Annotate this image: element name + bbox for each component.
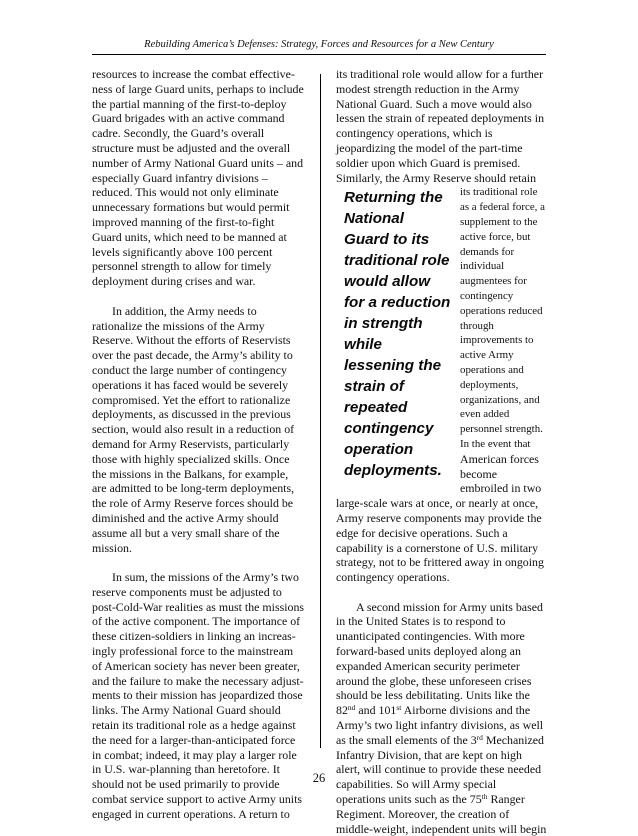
left-paragraph-3: In sum, the missions of the Army’s two reserve components must be adjusted to post-Cold-War realities as must the missions of the active component. The importance of these citizen-soldiers in linking an increas-ingly professional force to the mainstream of American society has never been greater, and the failure to make the necessary adjust-ments to their mission has jeopardized those links. The Army National Guard should retain its traditional role as a hedge against the need for a larger-than-anticipated force in combat; indeed, it may play a larger role in U.S. war-planning than heretofore. It should not be used primarily to provide combat service support to active Army units engaged in current operations. A return to <box>92 570 305 821</box>
superscript-st: st <box>396 703 402 713</box>
right-column <box>336 67 547 836</box>
right-paragraph-1-wrapped: its traditional role as a federal force, a supplement to the active force, but demands for individual augmentees for contingency operations reduced through improvements to active Army operations and deployments, organizations, and even added personnel strength. In the event that <box>460 186 545 450</box>
pull-quote-block <box>336 185 547 480</box>
pull-quote: Returning the National Guard to its traditional role would allow for a reduction in strength while lessening the strain of repeated contingency operation deployments. <box>344 189 451 480</box>
p2-text-b: and 101 <box>355 703 397 718</box>
right-paragraph-1-bottom: American forces become embroiled in two large-scale wars at once, or nearly at once, Army reserve components may provide the edge for decisive operations. Such a capability is a cornerstone of U.S. military strategy, not to be frittered away in ongoing contingency operations. <box>336 451 544 585</box>
p2-text-c: Airborne divisions and the Army’s two light infantry divisions, as well as the small elements of the 3 <box>336 703 544 747</box>
left-paragraph-1: resources to increase the combat effective-ness of large Guard units, perhaps to include the partial manning of the first-to-deploy Guard brigades with an active command cadre. Secondly, the Guard’s overall structure must be adjusted and the overall number of Army National Guard units – and especially Guard infantry divisions – reduced. This would not only eliminate unnecessary formations but would permit improved manning of the first-to-fight Guard units, which need to be manned at levels significantly above 100 percent personnel strength to allow for timely deployment during crises and war. <box>92 67 304 289</box>
p2-text-e: Ranger Regiment. Moreover, the creation of middle-weight, independent units will begin <box>336 792 547 836</box>
right-paragraph-2 <box>336 600 547 836</box>
right-paragraph-1-top: its traditional role would allow for a further modest strength reduction in the Army National Guard. Such a move would also lessen the strain of repeated deployments in contingency operations, which is jeopardizing the model of the part-time soldier upon which Guard is premised. Similarly, the Army Reserve should retain <box>336 67 545 185</box>
superscript-rd: rd <box>476 732 483 742</box>
left-column <box>92 67 305 822</box>
superscript-nd: nd <box>347 703 356 713</box>
left-paragraph-2: In addition, the Army needs to rationalize the missions of the Army Reserve. Without the efforts of Reservists over the past decade, the Army’s ability to conduct the large number of contingency operations it has faced would be severely compromised. Yet the effort to rationalize deployments, as discussed in the previous section, would also result in a reduction of demand for Army Reservists, particularly those with highly specialized skills. Once the missions in the Balkans, for example, are admitted to be long-term deployments, the role of Army Reserve forces should be diminished and the active Army should assume all but a very small share of the mission. <box>92 303 295 555</box>
column-divider <box>320 74 321 748</box>
superscript-th: th <box>481 792 488 802</box>
running-header: Rebuilding America’s Defenses: Strategy, Forces and Resources for a New Century <box>144 39 494 50</box>
p2-number-82: 82 <box>336 703 348 718</box>
header-rule <box>92 54 546 55</box>
p2-text-d: Mechanized Infantry Division, that are kept on high alert, will continue to provide these needed capabilities. So will Army special operations units such as the 75 <box>336 732 544 807</box>
p2-text-a: A second mission for Army units based in the United States is to respond to unanticipated contingencies. With more forward-based units deployed along an expanded American security perimeter around the globe, these unforeseen crises should be less debilitating. Units like the <box>336 599 543 703</box>
page-number: 26 <box>312 771 326 785</box>
